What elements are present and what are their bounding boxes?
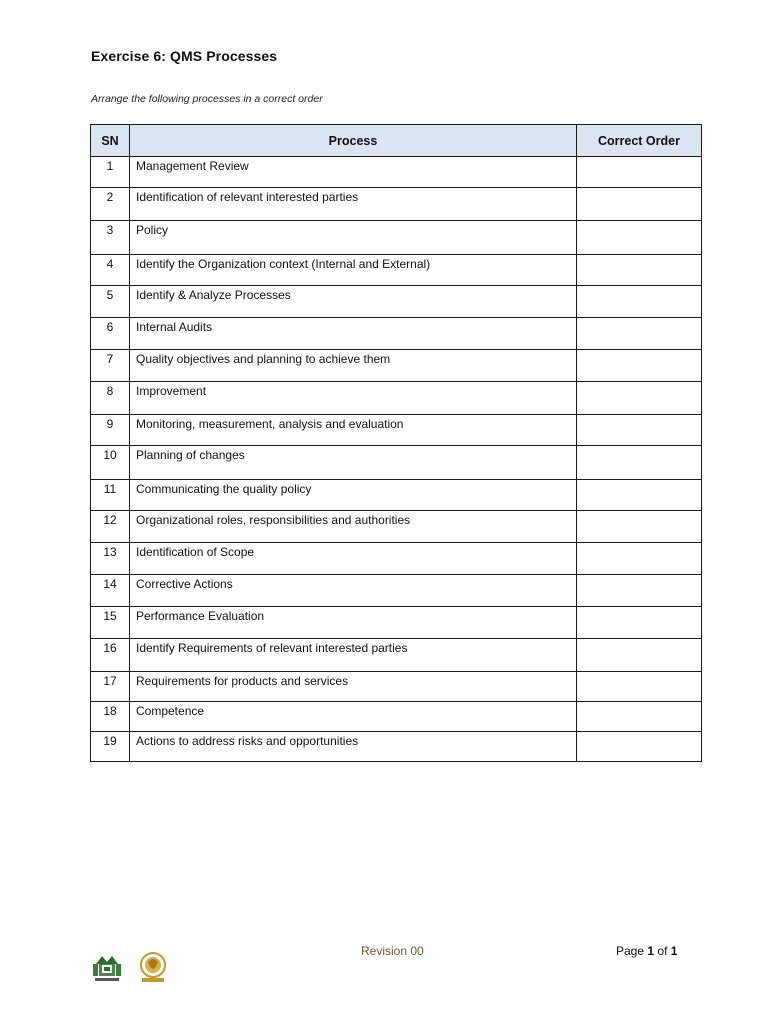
row-correct-order-cell[interactable] <box>577 446 702 480</box>
table-row <box>91 607 702 639</box>
row-correct-order-cell[interactable] <box>577 318 702 350</box>
row-process: Actions to address risks and opportunities <box>130 732 577 762</box>
crest-logo-icon <box>90 950 124 984</box>
table-row <box>91 672 702 702</box>
row-process: Management Review <box>130 157 577 188</box>
row-sn: 8 <box>91 382 130 415</box>
row-sn: 1 <box>91 157 130 188</box>
row-process: Corrective Actions <box>130 575 577 607</box>
table-row <box>91 415 702 446</box>
row-process: Performance Evaluation <box>130 607 577 639</box>
instruction-text: Arrange the following processes in a correct order <box>91 93 323 105</box>
page-total: 1 <box>670 944 678 958</box>
revision-label: Revision 00 <box>361 944 424 958</box>
row-correct-order-cell[interactable] <box>577 511 702 543</box>
table-row <box>91 157 702 188</box>
row-sn: 12 <box>91 511 130 543</box>
row-process: Identify the Organization context (Internal and External) <box>130 255 577 286</box>
row-correct-order-cell[interactable] <box>577 157 702 188</box>
row-sn: 7 <box>91 350 130 382</box>
row-process: Identify Requirements of relevant interested parties <box>130 639 577 672</box>
row-sn: 14 <box>91 575 130 607</box>
table-row <box>91 543 702 575</box>
row-process: Policy <box>130 221 577 255</box>
row-correct-order-cell[interactable] <box>577 350 702 382</box>
header-process: Process <box>130 125 577 157</box>
row-process: Improvement <box>130 382 577 415</box>
table-body <box>91 157 702 762</box>
row-correct-order-cell[interactable] <box>577 188 702 221</box>
table-row <box>91 732 702 762</box>
table-row <box>91 480 702 511</box>
row-correct-order-cell[interactable] <box>577 286 702 318</box>
row-correct-order-cell[interactable] <box>577 732 702 762</box>
row-sn: 5 <box>91 286 130 318</box>
table-row <box>91 382 702 415</box>
document-title: Exercise 6: QMS Processes <box>91 48 278 64</box>
row-sn: 10 <box>91 446 130 480</box>
row-process: Competence <box>130 702 577 732</box>
table-header-row <box>91 125 702 157</box>
page-prefix: Page <box>616 944 645 958</box>
table-row <box>91 511 702 543</box>
row-process: Quality objectives and planning to achieve them <box>130 350 577 382</box>
table-row <box>91 221 702 255</box>
row-process: Organizational roles, responsibilities and authorities <box>130 511 577 543</box>
table-row <box>91 350 702 382</box>
row-correct-order-cell[interactable] <box>577 382 702 415</box>
header-correct-order: Correct Order <box>577 125 702 157</box>
table-row <box>91 575 702 607</box>
row-correct-order-cell[interactable] <box>577 639 702 672</box>
row-correct-order-cell[interactable] <box>577 607 702 639</box>
row-process: Identify & Analyze Processes <box>130 286 577 318</box>
footer-logos <box>90 950 170 984</box>
row-correct-order-cell[interactable] <box>577 480 702 511</box>
row-sn: 17 <box>91 672 130 702</box>
page-number <box>616 944 677 958</box>
table-row <box>91 702 702 732</box>
row-correct-order-cell[interactable] <box>577 575 702 607</box>
row-sn: 13 <box>91 543 130 575</box>
row-sn: 2 <box>91 188 130 221</box>
row-sn: 9 <box>91 415 130 446</box>
row-process: Requirements for products and services <box>130 672 577 702</box>
table-row <box>91 255 702 286</box>
row-sn: 16 <box>91 639 130 672</box>
row-sn: 3 <box>91 221 130 255</box>
table-row <box>91 639 702 672</box>
row-process: Monitoring, measurement, analysis and evaluation <box>130 415 577 446</box>
process-table <box>90 124 702 762</box>
row-process: Internal Audits <box>130 318 577 350</box>
row-sn: 18 <box>91 702 130 732</box>
row-correct-order-cell[interactable] <box>577 543 702 575</box>
row-sn: 6 <box>91 318 130 350</box>
lion-seal-logo-icon <box>136 950 170 984</box>
row-sn: 19 <box>91 732 130 762</box>
row-sn: 11 <box>91 480 130 511</box>
row-correct-order-cell[interactable] <box>577 702 702 732</box>
row-sn: 4 <box>91 255 130 286</box>
row-process: Communicating the quality policy <box>130 480 577 511</box>
page-of: of <box>657 944 668 958</box>
row-correct-order-cell[interactable] <box>577 672 702 702</box>
row-correct-order-cell[interactable] <box>577 415 702 446</box>
table-row <box>91 286 702 318</box>
table-row <box>91 446 702 480</box>
row-correct-order-cell[interactable] <box>577 255 702 286</box>
page-current: 1 <box>647 944 655 958</box>
table-row <box>91 318 702 350</box>
row-correct-order-cell[interactable] <box>577 221 702 255</box>
row-process: Identification of relevant interested parties <box>130 188 577 221</box>
row-sn: 15 <box>91 607 130 639</box>
row-process: Identification of Scope <box>130 543 577 575</box>
header-sn: SN <box>91 125 130 157</box>
table-row <box>91 188 702 221</box>
row-process: Planning of changes <box>130 446 577 480</box>
